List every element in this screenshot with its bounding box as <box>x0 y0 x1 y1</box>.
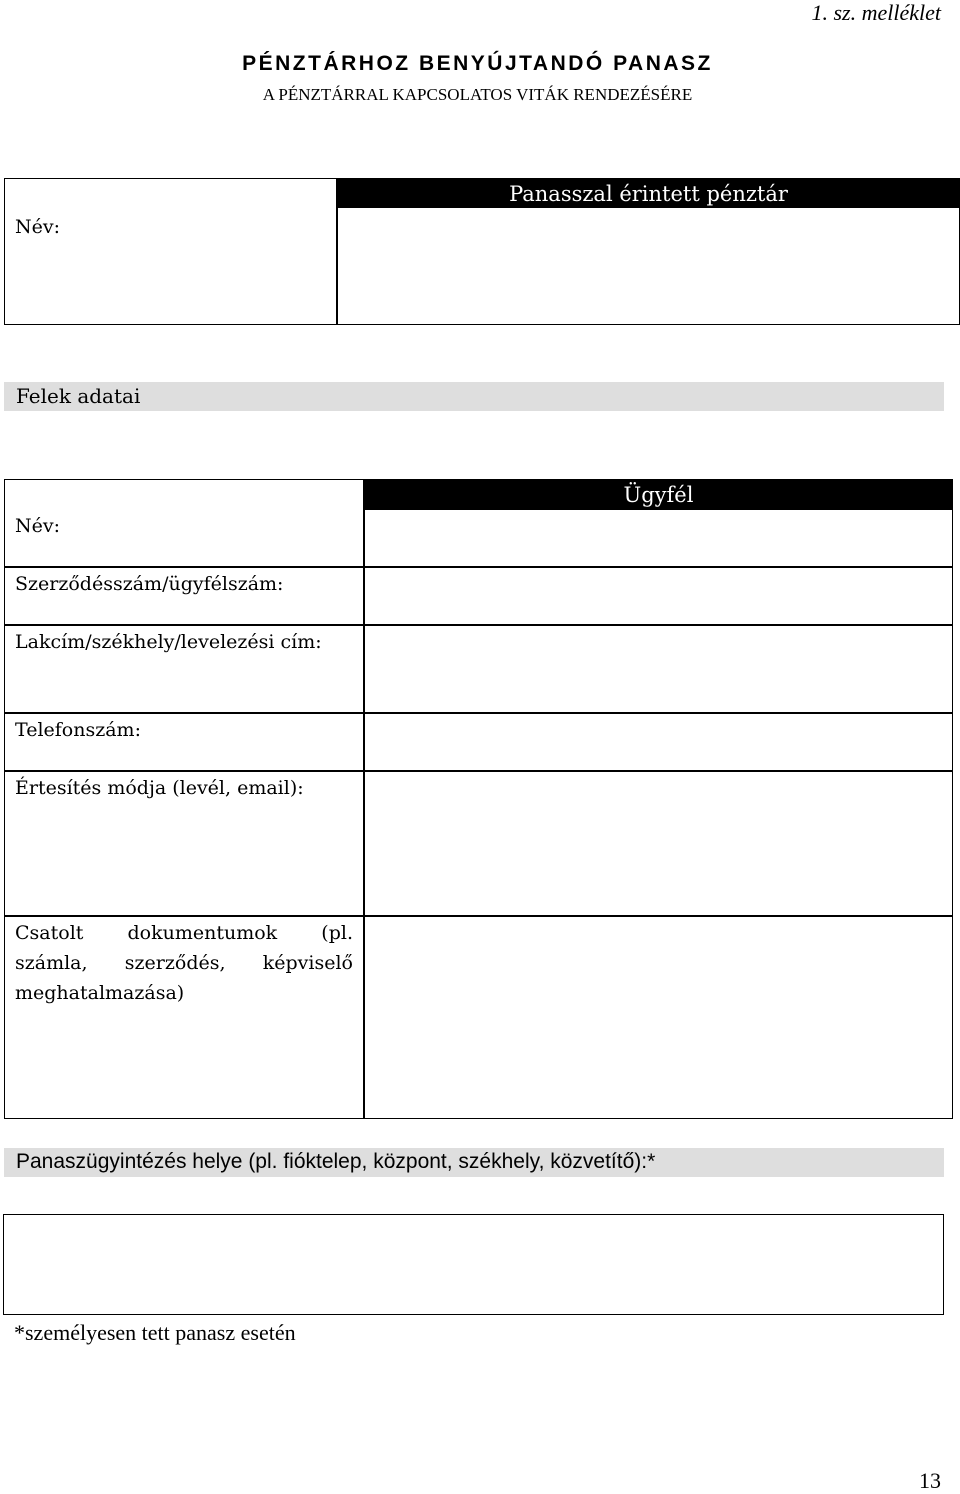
client-table-divider <box>363 479 365 1119</box>
attachments-field[interactable] <box>367 917 949 1115</box>
notification-method-label: Értesítés módja (levél, email): <box>15 777 304 799</box>
fund-name-label: Név: <box>15 216 61 238</box>
contract-number-field[interactable] <box>367 568 949 622</box>
fund-name-field[interactable] <box>340 210 956 320</box>
fund-table-header: Panasszal érintett pénztár <box>509 182 788 206</box>
notification-method-field[interactable] <box>367 772 949 913</box>
fund-table-header-bar <box>337 178 960 208</box>
page-number: 13 <box>919 1468 941 1493</box>
annex-label: 1. sz. melléklet <box>811 0 941 25</box>
phone-field[interactable] <box>367 714 949 768</box>
form-subtitle: A PÉNZTÁRRAL KAPCSOLATOS VITÁK RENDEZÉSÉRE <box>262 85 693 104</box>
section-complaint-place: Panaszügyintézés helye (pl. fióktelep, központ, székhely, közvetítő):* <box>4 1148 944 1177</box>
section-parties: Felek adatai <box>4 382 944 411</box>
phone-label: Telefonszám: <box>15 719 141 741</box>
complaint-place-field[interactable] <box>3 1214 944 1315</box>
fund-table-divider <box>336 178 338 325</box>
address-label: Lakcím/székhely/levelezési cím: <box>15 631 322 653</box>
address-field[interactable] <box>367 626 949 710</box>
client-name-field[interactable] <box>367 512 949 564</box>
client-table-header-bar <box>364 479 953 510</box>
attachments-label: Csatolt dokumentumok (pl. számla, szerződés, képviselő meghatalmazása) <box>15 922 353 1004</box>
form-title: PÉNZTÁRHOZ BENYÚJTANDÓ PANASZ <box>242 52 713 75</box>
client-table-header: Ügyfél <box>623 483 694 507</box>
footnote: *személyesen tett panasz esetén <box>14 1320 296 1345</box>
client-name-label: Név: <box>15 515 61 537</box>
contract-number-label: Szerződésszám/ügyfélszám: <box>15 573 284 595</box>
